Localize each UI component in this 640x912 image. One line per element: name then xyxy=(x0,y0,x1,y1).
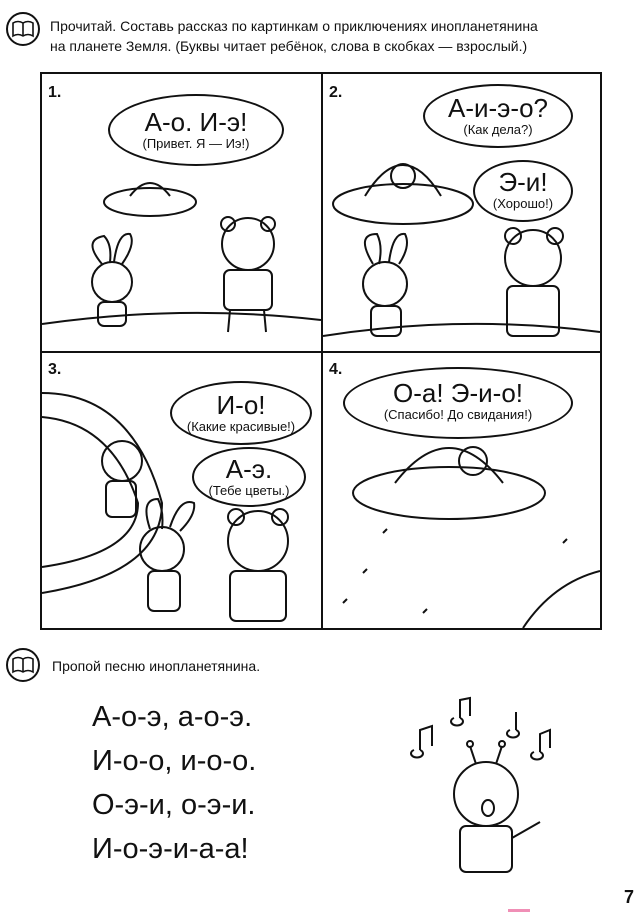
comic-strip xyxy=(40,72,602,630)
bunny-icon xyxy=(363,262,407,306)
song-line: И-о-э-и-а-а! xyxy=(92,833,249,865)
alien-icon xyxy=(102,441,142,481)
task-instruction-line-2: на планете Земля. (Буквы читает ребёнок, слова в скобках — взрослый.) xyxy=(50,38,528,54)
open-book-icon xyxy=(6,648,40,682)
panel-number: 3. xyxy=(48,361,62,378)
panel-number: 2. xyxy=(329,84,343,101)
task-instruction-2: Пропой песню инопланетянина. xyxy=(52,658,261,674)
bubble-translation: (Привет. Я — Иэ!) xyxy=(142,136,250,151)
comic-panel-1 xyxy=(42,74,321,351)
speech-bubble xyxy=(170,381,312,445)
music-note-icon xyxy=(507,712,519,737)
panel-number: 4. xyxy=(329,361,343,378)
page-number: 7 xyxy=(623,887,634,907)
bubble-translation: (Тебе цветы.) xyxy=(208,483,290,498)
bubble-translation: (Какие красивые!) xyxy=(186,419,296,434)
task-instruction xyxy=(50,16,538,56)
bubble-main-text: А-и-э-о? xyxy=(447,93,549,123)
song-lines xyxy=(92,695,256,871)
music-note-icon xyxy=(531,730,550,759)
panel-1-illustration xyxy=(42,74,321,351)
bunny-icon xyxy=(140,527,184,571)
singing-alien-illustration xyxy=(400,690,570,880)
comic-panel-4 xyxy=(323,353,600,628)
ufo-icon xyxy=(104,188,196,216)
ufo-icon xyxy=(353,467,545,519)
bubble-main-text: А-о. И-э! xyxy=(144,107,248,137)
music-note-icon xyxy=(451,698,470,725)
comic-panel-3 xyxy=(42,353,321,628)
bubble-translation: (Как дела?) xyxy=(463,122,533,137)
bubble-main-text: А-э. xyxy=(225,454,273,484)
bubble-main-text: Э-и! xyxy=(498,167,548,197)
bubble-main-text: И-о! xyxy=(216,390,266,420)
panel-number: 1. xyxy=(48,84,62,101)
comic-panel-2 xyxy=(323,74,600,351)
bear-icon xyxy=(505,230,561,286)
open-book-icon xyxy=(6,12,40,46)
ufo-icon xyxy=(333,184,473,224)
task-instruction-line-1: Прочитай. Составь рассказ по картинкам о приключениях инопланетянина xyxy=(50,18,538,34)
panel-4-illustration xyxy=(323,353,600,628)
song-line: А-о-э, а-о-э. xyxy=(92,701,253,733)
bubble-translation: (Хорошо!) xyxy=(492,196,554,211)
bunny-icon xyxy=(92,234,131,264)
earth-icon xyxy=(523,571,600,628)
bear-icon xyxy=(228,511,288,571)
panel-2-illustration xyxy=(323,74,600,351)
bubble-translation: (Спасибо! До свидания!) xyxy=(383,407,533,422)
music-note-icon xyxy=(411,726,432,757)
bear-icon xyxy=(222,218,274,270)
speech-bubble xyxy=(192,447,306,507)
song-line: О-э-и, о-э-и. xyxy=(92,789,256,821)
song-line: И-о-о, и-о-о. xyxy=(92,745,257,777)
bubble-main-text: О-а! Э-и-о! xyxy=(393,378,523,408)
